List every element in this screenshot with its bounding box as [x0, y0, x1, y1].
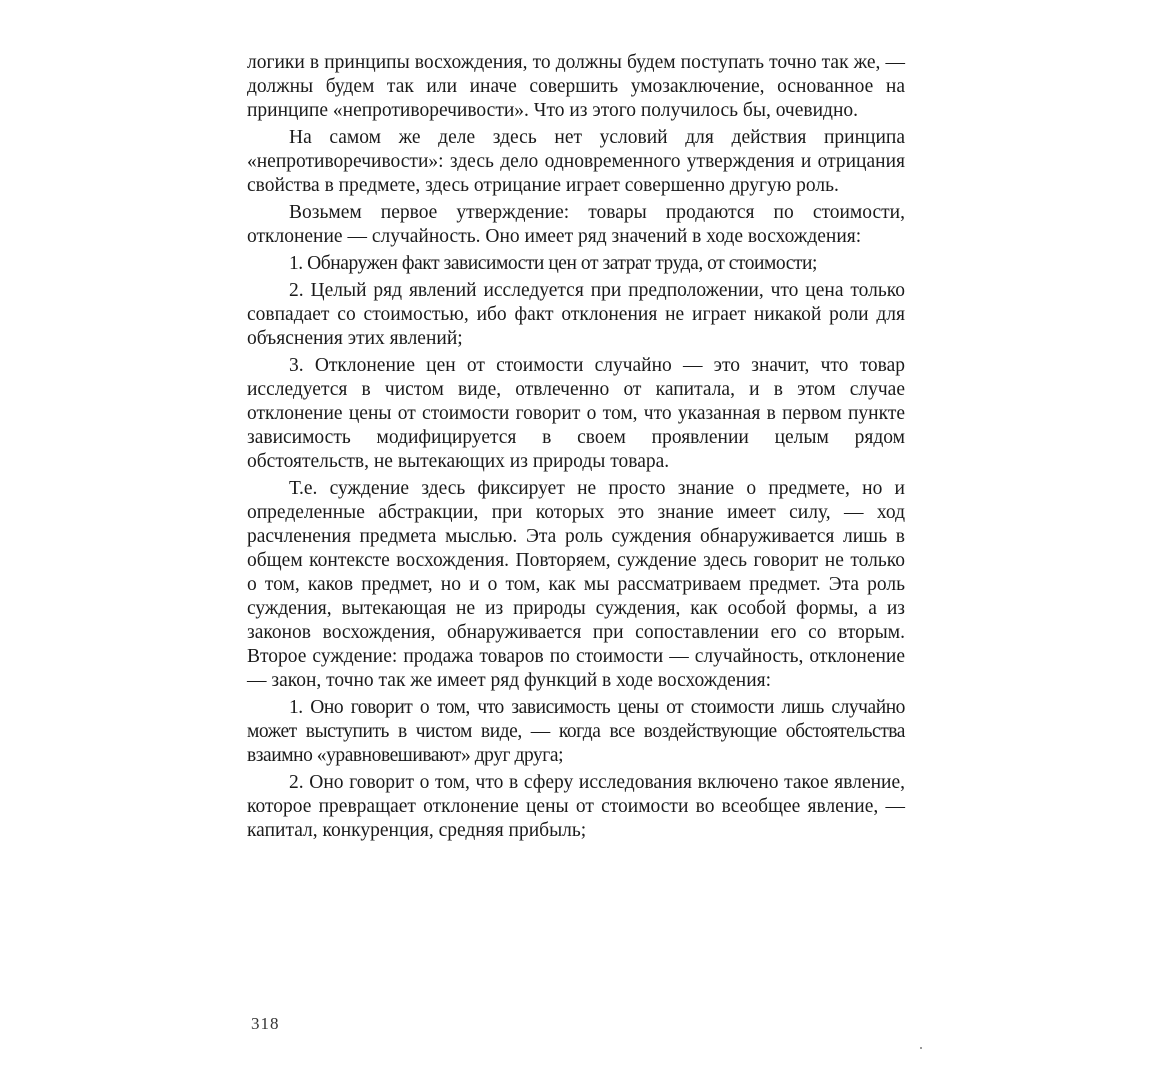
paragraph: Возьмем первое утверждение: товары продаются по стоимости, отклонение — случайность. Оно имеет ряд значений в ходе восхождения:: [247, 202, 905, 247]
list-item: 2. Целый ряд явлений исследуется при предположении, что цена только совпадает со стоимостью, ибо факт отклонения не играет никакой роли для объяснения этих явлений;: [247, 280, 905, 349]
paragraph: На самом же деле здесь нет условий для действия принципа «непротиворечивости»: здесь дело одновременного утверждения и отрицания свойства в предмете, здесь отрицание играет совершенно другую роль.: [247, 127, 905, 196]
paragraph: Т.е. суждение здесь фиксирует не просто знание о предмете, но и определенные абстракции, при которых это знание имеет силу, — ход расчленения предмета мыслью. Эта роль суждения обнаруживается лишь в общем контексте восхождения. Повторяем, суждение здесь говорит не только о том, каков предмет, но и о том, как мы рассматриваем предмет. Эта роль суждения, вытекающая не из природы суждения, как особой формы, а из законов восхождения, обнаруживается при сопоставлении его со вторым. Второе суждение: продажа товаров по стоимости — случайность, отклонение — закон, точно так же имеет ряд функций в ходе восхождения:: [247, 478, 905, 691]
list-item: 1. Обнаружен факт зависимости цен от затрат труда, от стоимости;: [289, 253, 817, 274]
scan-speck: [920, 1047, 922, 1049]
list-item: 2. Оно говорит о том, что в сферу исследования включено такое явление, которое превращает отклонение цены от стоимости во всеобщее явление, — капитал, конкуренция, средняя прибыль;: [247, 772, 905, 841]
list-item: 1. Оно говорит о том, что зависимость цены от стоимости лишь случайно может выступить в чистом виде, — когда все воздействующие обстоятельства взаимно «уравновешивают» друг друга;: [247, 697, 905, 766]
page-body: [247, 51, 905, 846]
paragraph-continuation: логики в принципы восхождения, то должны будем поступать точно так же, — должны будем так или иначе совершить умозаключение, основанное на принципе «непротиворечивости». Что из этого получилось бы, очевидно.: [247, 52, 905, 121]
list-item: 3. Отклонение цен от стоимости случайно — это значит, что товар исследуется в чистом виде, отвлеченно от капитала, и в этом случае отклонение цены от стоимости говорит о том, что указанная в первом пункте зависимость модифицируется в своем проявлении целым рядом обстоятельств, не вытекающих из природы товара.: [247, 355, 905, 472]
page-number: 318: [251, 1014, 280, 1033]
